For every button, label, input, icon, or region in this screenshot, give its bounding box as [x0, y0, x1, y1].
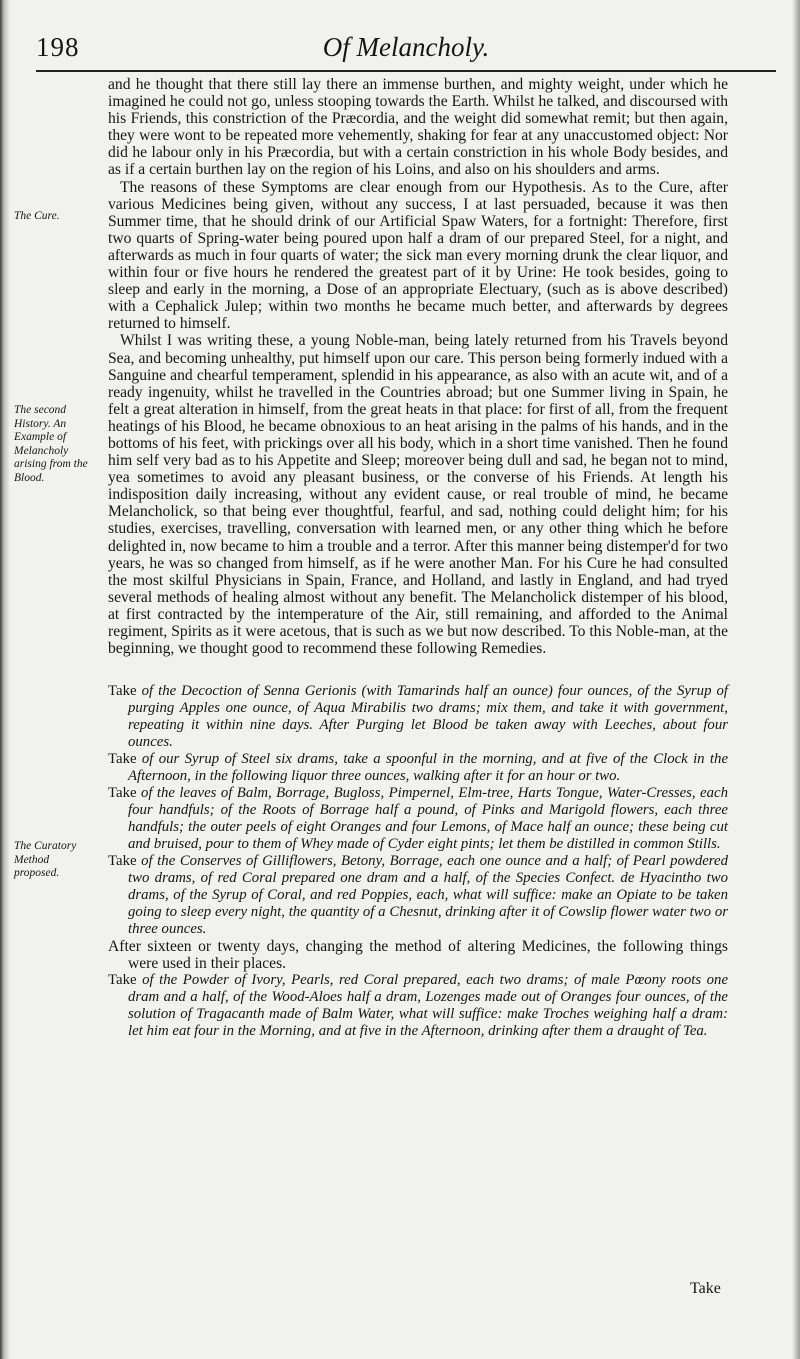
page-header — [36, 28, 776, 74]
header-rule — [36, 70, 776, 72]
recipe-4 — [108, 853, 728, 938]
recipe-1 — [108, 683, 728, 751]
recipe-4-text: of the Conserves of Gilliflowers, Betony, Borrage, each one ounce and a half; of Pearl powdered two drams, of red Coral prepared one dram and a half, of the Species Confect. de Hyacintho two drams, of the Syrup of Coral, and red Poppies, each, what will suffice: make an Opiate to be taken going to sleep every night, the quantity of a Chesnut, drinking after it of Cowslip flower water two or three ounces. — [128, 853, 728, 938]
recipe-2-text: of our Syrup of Steel six drams, take a spoonful in the morning, and at five of the Clock in the Afternoon, in the following liquor three ounces, walking after it for an hour or two. — [128, 751, 729, 785]
interlude-paragraph: After sixteen or twenty days, changing the method of altering Medicines, the following things were used in their places. — [108, 938, 728, 973]
paragraph-1: and he thought that there still lay there an immense burthen, and mighty weight, under which he imagined he could not go, unless stooping towards the Earth. Whilst he talked, and discoursed with his Friends, this constriction of the Præcordia, and the weight did somewhat remit; but then again, they were wont to be repeated more vehemently, shaking for fear at any unaccustomed object: Nor did he labour only in his Præcordia, but with a certain constriction in his whole Body besides, and as if a certain burthen lay on the region of his Loins, and also on his shoulders and arms. — [108, 76, 728, 179]
recipe-3-text: of the leaves of Balm, Borrage, Bugloss, Pimpernel, Elm-tree, Harts Tongue, Water-Cresses, each four handfuls; of the Roots of Borrage half a pound, of Pinks and Marigold flowers, each three handfuls; the outer peels of eight Oranges and four Lemons, of Mace half an ounce; these being cut and bruised, pour to them of Whey made of Cyder eight pints; let them be distilled in common Stills. — [128, 785, 728, 853]
body-text — [108, 76, 728, 1040]
page-number: 198 — [36, 32, 80, 62]
paragraph-2: The reasons of these Symptoms are clear enough from our Hypothesis. As to the Cure, after various Medicines being given, without any success, I at last persuaded, because it was then Summer time, that he should drink of our Artificial Spaw Waters, for a fortnight: Therefore, first two quarts of Spring-water being poured upon half a dram of our prepared Steel, for a night, and afterwards as much in four quarts of water; the sick man every morning drunk the clear liquor, and within four or five hours he rendered the greatest part of it by Urine: He took besides, going to sleep and early in the morning, a Dose of an appropriate Electuary, (such as is above described) with a Cephalick Julep; within two months he became much better, and afterwards by degrees returned to himself. — [108, 178, 728, 333]
catchword: Take — [690, 1280, 721, 1297]
section-gap — [108, 657, 728, 683]
margin-note-cure: The Cure. — [14, 210, 60, 222]
recipe-3-lead: Take — [108, 785, 137, 802]
recipe-4-lead: Take — [108, 853, 137, 870]
recipe-final-lead: Take — [108, 972, 137, 989]
paragraph-3: Whilst I was writing these, a young Noble-man, being lately returned from his Travels beyond Sea, and becoming unhealthy, put himself upon our care. This person being formerly indued with a Sanguine and chearful temperament, splendid in his appearance, as also with an acute wit, and of a ready ingenuity, whilst he travelled in the Countries abroad; but one Summer living in Spain, he felt a great alteration in himself, from the great heats in that place: for first of all, from the frequent heatings of his Blood, he became obnoxious to an heat arising in the palms of his hands, and in the bottoms of his feet, with prickings over all his body, which in a short time vanished. Then he found him self very bad as to his Appetite and Sleep; moreover being dull and sad, he began not to mind, yea sometimes to avoid any pleasant business, or the converse of his Friends. At length his indisposition daily increasing, without any evident cause, or real trouble of mind, he became Melancholick, so that being ever thoughtful, fearful, and sad, nothing could delight him; for his studies, exercises, travelling, conversation with learned men, or any other thing which he before delighted in, now became to him a trouble and a terror. After this manner being distemper'd for two years, he was so changed from himself, as if he were another Man. For his Cure he had consulted the most skilful Physicians in Spain, France, and Holland, and lastly in England, and had tryed several methods of healing almost without any benefit. The Melancholick distemper of his blood, at first contracted by the intemperature of the Air, still remaining, and afforded to the Animal regiment, Spirits as it were acetous, that is such as we but now described. To this Noble-man, at the beginning, we thought good to recommend these following Remedies. — [108, 332, 728, 658]
page-edge-shadow-right — [792, 0, 800, 1359]
recipe-final-text: of the Powder of Ivory, Pearls, red Coral prepared, each two drams; of male Pœony roots one dram and a half, of the Wood-Aloes half a dram, Lozenges made out of Oranges four ounces, of the solution of Tragacanth made of Balm Water, what will suffice: make Troches weighing half a dram: let him eat four in the Morning, and at five in the Afternoon, drinking after them a draught of Tea. — [128, 972, 729, 1040]
page-edge-shadow-left — [0, 0, 10, 1359]
recipe-1-lead: Take — [108, 683, 137, 700]
recipe-3 — [108, 785, 728, 853]
recipe-1-text: of the Decoction of Senna Gerionis (with Tamarinds half an ounce) four ounces, of the Syrup of purging Apples one ounce, of Aqua Mirabilis two drams; mix them, and take it with government, repeating it within nine days. After Purging let Blood be taken away with Leeches, about four ounces. — [128, 683, 728, 751]
recipe-2-lead: Take — [108, 751, 137, 768]
recipe-2 — [108, 751, 728, 785]
margin-note-second-history: The second History. An Example of Melancholy arising from the Blood. — [14, 404, 88, 484]
recipe-final — [108, 972, 728, 1040]
margin-note-curatory-method: The Curatory Method proposed. — [14, 840, 77, 880]
running-title: Of Melancholy. — [322, 32, 490, 62]
